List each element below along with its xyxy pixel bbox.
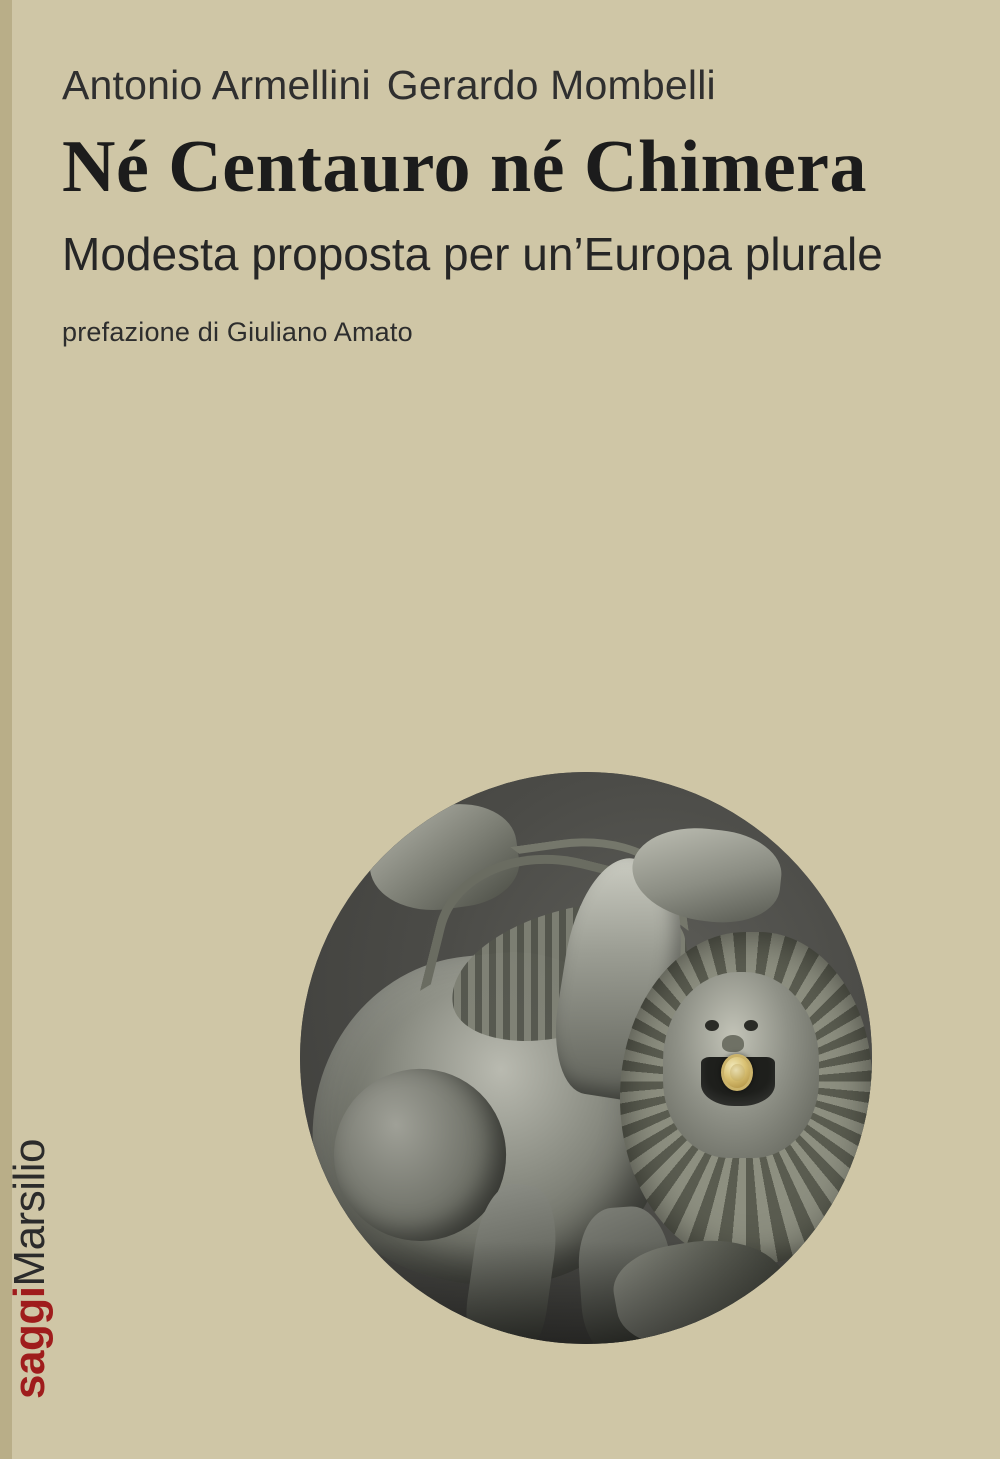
lion-face: [663, 972, 819, 1158]
cover-text-block: [62, 62, 940, 348]
euro-coin-inner: [730, 1064, 745, 1082]
imprint-name: Marsilio: [5, 1139, 54, 1287]
lion-eye-right: [744, 1020, 758, 1031]
preface-credit: prefazione di Giuliano Amato: [62, 317, 413, 348]
series-name: saggi: [5, 1286, 54, 1399]
author-second: Gerardo Mombelli: [386, 62, 716, 108]
photo-bottom-shadow: [300, 1241, 872, 1344]
lion-nose: [722, 1035, 744, 1052]
publisher-spine-label: [5, 1039, 68, 1399]
cover-photo: [300, 772, 872, 1344]
authors-line: [62, 62, 940, 109]
book-title: Né Centauro né Chimera: [62, 126, 868, 208]
lion-head: [620, 932, 872, 1264]
book-subtitle: Modesta proposta per un’Europa plurale: [62, 227, 883, 280]
author-first: Antonio Armellini: [62, 62, 371, 108]
spine-text: [5, 1139, 54, 1399]
lion-eye-left: [705, 1020, 719, 1031]
